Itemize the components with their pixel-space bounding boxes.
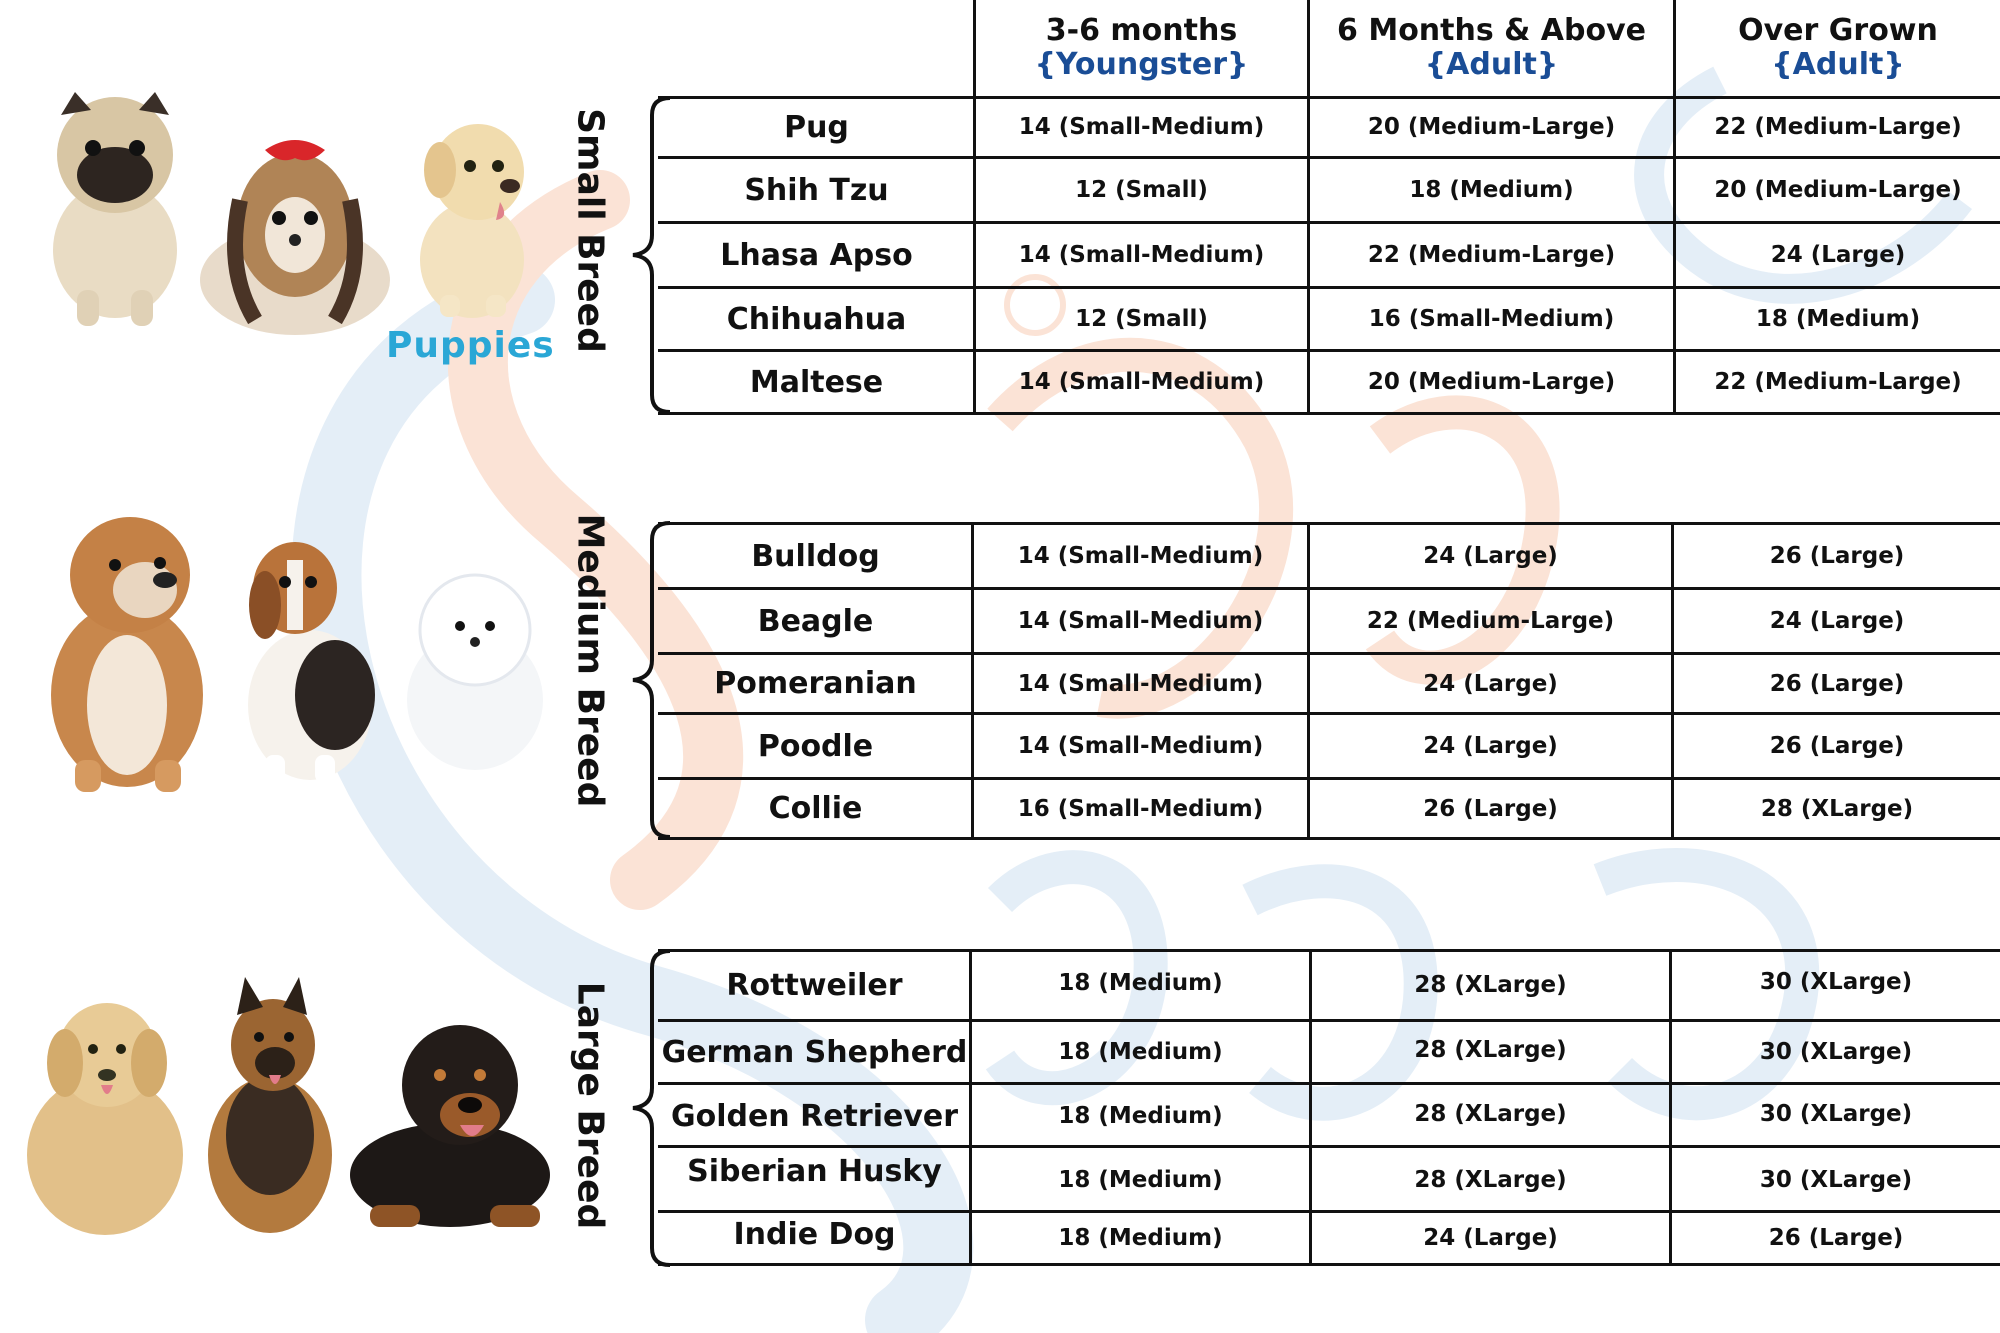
- breed-name: Pug: [784, 109, 849, 145]
- size-youngster: 12 (Small): [1075, 177, 1208, 203]
- breed-name: Maltese: [749, 364, 884, 400]
- size-overgrown: 24 (Large): [1769, 608, 1905, 634]
- header-overgrown: [1676, 0, 2000, 96]
- size-adult: 28 (XLarge): [1414, 1167, 1567, 1193]
- breed-name: Poodle: [757, 728, 874, 764]
- breed-name: Indie Dog: [733, 1216, 896, 1252]
- breed-name: Rottweiler: [726, 968, 903, 1003]
- size-youngster: 18 (Medium): [1058, 1103, 1223, 1129]
- breed-name: Siberian Husky: [687, 1153, 942, 1189]
- header-youngster: [976, 0, 1307, 96]
- size-adult: 28 (XLarge): [1414, 971, 1567, 998]
- size-youngster: 18 (Medium): [1058, 1167, 1223, 1193]
- size-youngster: 14 (Small-Medium): [1018, 242, 1265, 268]
- size-youngster: 18 (Medium): [1058, 1039, 1223, 1065]
- size-overgrown: 22 (Medium-Large): [1714, 114, 1962, 140]
- shih-tzu-image: [195, 120, 395, 340]
- size-overgrown: 26 (Large): [1769, 670, 1905, 697]
- size-youngster: 14 (Small-Medium): [1017, 543, 1264, 569]
- pomeranian-image: [400, 560, 550, 775]
- header-youngster-title: 3-6 months: [1045, 13, 1238, 48]
- pug-image: [35, 70, 195, 330]
- german-shepherd-image: [195, 975, 345, 1235]
- size-adult: 28 (XLarge): [1414, 1101, 1567, 1127]
- size-overgrown: 24 (Large): [1770, 242, 1906, 268]
- size-overgrown: 26 (Large): [1769, 733, 1905, 759]
- size-overgrown: 26 (Large): [1769, 543, 1905, 569]
- small-breed-label: Small Breed: [569, 108, 611, 353]
- large-breed-label: Large Breed: [569, 981, 611, 1230]
- breed-name: Collie: [768, 791, 863, 826]
- size-youngster: 14 (Small-Medium): [1018, 114, 1265, 140]
- row-line: [658, 1263, 2000, 1266]
- breed-name: Pomeranian: [714, 666, 917, 701]
- size-overgrown: 30 (XLarge): [1759, 969, 1913, 995]
- header-adult-sub: {Adult}: [1424, 47, 1559, 82]
- puppies-label: Puppies: [386, 325, 555, 366]
- size-overgrown: 26 (Large): [1768, 1225, 1904, 1251]
- header-youngster-sub: {Youngster}: [1034, 47, 1249, 82]
- size-overgrown: 30 (XLarge): [1759, 1039, 1913, 1065]
- size-adult: 24 (Large): [1423, 543, 1558, 569]
- breed-name: Shih Tzu: [744, 172, 889, 208]
- labrador-puppy-image: [400, 110, 545, 320]
- breed-name: Chihuahua: [726, 301, 907, 337]
- size-overgrown: 18 (Medium): [1755, 306, 1921, 332]
- row-line: [658, 837, 2000, 840]
- breed-name: Golden Retriever: [670, 1098, 959, 1134]
- size-youngster: 14 (Small-Medium): [1017, 670, 1264, 697]
- breed-name: Lhasa Apso: [720, 237, 913, 273]
- header-overgrown-title: Over Grown: [1738, 13, 1938, 48]
- size-adult: 24 (Large): [1423, 733, 1558, 759]
- size-adult: 26 (Large): [1423, 795, 1558, 822]
- header-adult: [1310, 0, 1673, 96]
- rottweiler-image: [340, 1005, 555, 1235]
- size-adult: 22 (Medium-Large): [1367, 242, 1616, 268]
- row-line: [658, 412, 2000, 415]
- size-youngster: 18 (Medium): [1058, 1225, 1223, 1251]
- golden-retriever-image: [15, 985, 195, 1240]
- size-adult: 20 (Medium-Large): [1367, 369, 1616, 395]
- size-overgrown: 30 (XLarge): [1759, 1101, 1913, 1127]
- breed-name: Bulldog: [751, 538, 880, 574]
- size-overgrown: 20 (Medium-Large): [1714, 177, 1962, 203]
- bulldog-image: [35, 505, 210, 795]
- size-youngster: 16 (Small-Medium): [1017, 795, 1264, 822]
- size-adult: 28 (XLarge): [1414, 1037, 1567, 1063]
- size-adult: 20 (Medium-Large): [1367, 114, 1616, 140]
- breed-name: Beagle: [757, 603, 874, 639]
- size-adult: 18 (Medium): [1409, 177, 1574, 203]
- size-youngster: 14 (Small-Medium): [1017, 733, 1264, 759]
- size-youngster: 14 (Small-Medium): [1017, 608, 1264, 634]
- size-youngster: 12 (Small): [1075, 306, 1208, 332]
- header-overgrown-sub: {Adult}: [1771, 47, 1905, 82]
- size-adult: 24 (Large): [1423, 1225, 1558, 1251]
- size-overgrown: 30 (XLarge): [1759, 1167, 1913, 1193]
- breed-name: German Shepherd: [661, 1034, 968, 1070]
- beagle-image: [225, 530, 385, 785]
- size-youngster: 18 (Medium): [1058, 970, 1223, 996]
- size-adult: 22 (Medium-Large): [1366, 608, 1615, 634]
- size-adult: 16 (Small-Medium): [1368, 306, 1615, 332]
- size-youngster: 14 (Small-Medium): [1018, 369, 1265, 395]
- size-overgrown: 22 (Medium-Large): [1714, 369, 1962, 395]
- size-adult: 24 (Large): [1423, 670, 1558, 697]
- header-adult-title: 6 Months & Above: [1337, 13, 1646, 48]
- size-overgrown: 28 (XLarge): [1760, 795, 1914, 822]
- medium-breed-label: Medium Breed: [569, 513, 611, 808]
